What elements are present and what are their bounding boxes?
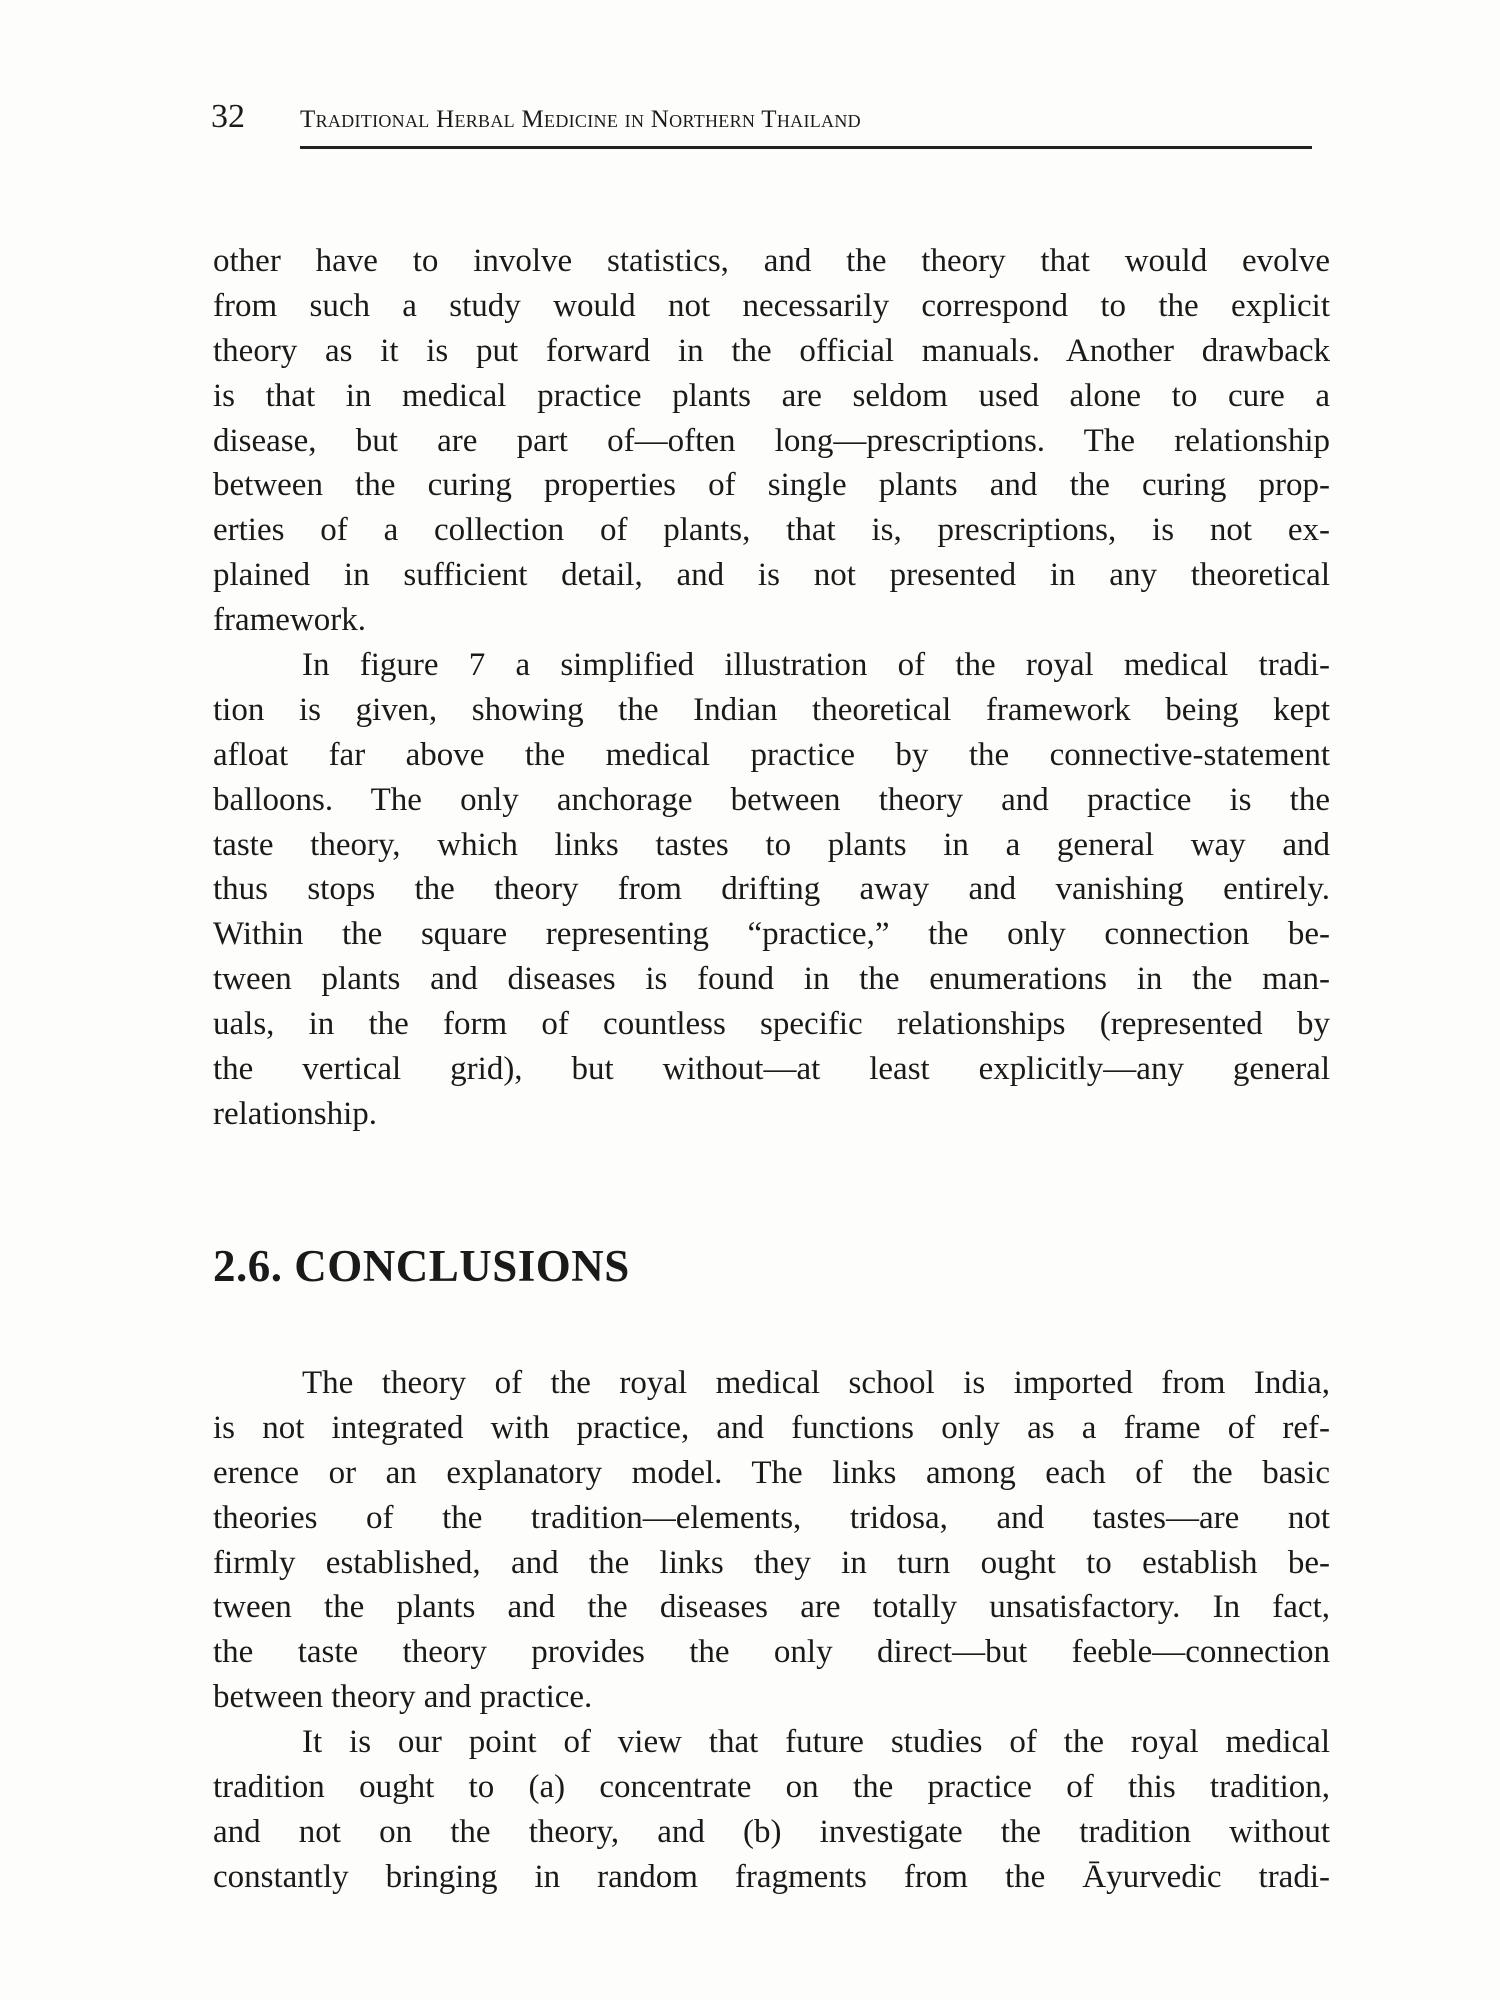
text-line: erties of a collection of plants, that is, prescriptions, is not ex- xyxy=(213,512,1330,549)
text-line: disease, but are part of—often long—prescriptions. The relationship xyxy=(213,422,1330,459)
text-line: relationship. xyxy=(213,1095,378,1132)
text-line: The theory of the royal medical school is imported from India, xyxy=(302,1365,1330,1401)
text-line: between the curing properties of single plants and the curing prop- xyxy=(213,467,1330,504)
text-line: balloons. The only anchorage between theory and practice is the xyxy=(213,781,1330,818)
text-line: the taste theory provides the only direct—but feeble—connection xyxy=(213,1634,1330,1671)
text-line: Within the square representing “practice,” the only connection be- xyxy=(213,916,1330,953)
text-line: other have to involve statistics, and the theory that would evolve xyxy=(213,243,1330,279)
text-line: from such a study would not necessarily correspond to the explicit xyxy=(213,287,1330,324)
text-line: the vertical grid), but without—at least explicitly—any general xyxy=(213,1051,1330,1088)
text-line: is not integrated with practice, and functions only as a frame of ref- xyxy=(213,1409,1330,1446)
text-line: tween plants and diseases is found in the enumerations in the man- xyxy=(213,961,1330,998)
text-line: afloat far above the medical practice by the connective-statement xyxy=(213,736,1330,773)
text-line: framework. xyxy=(213,602,367,639)
text-line: between theory and practice. xyxy=(213,1679,593,1716)
section-1-body xyxy=(213,239,1330,1137)
section-2-body xyxy=(213,1361,1330,1900)
text-line: tradition ought to (a) concentrate on the practice of this tradition, xyxy=(213,1769,1330,1806)
text-line: plained in sufficient detail, and is not presented in any theoretical xyxy=(213,557,1330,594)
text-line: constantly bringing in random fragments from the Āyurvedic tradi- xyxy=(213,1858,1330,1895)
text-line: In figure 7 a simplified illustration of the royal medical tradi- xyxy=(302,647,1330,684)
text-line: and not on the theory, and (b) investigate the tradition without xyxy=(213,1813,1330,1850)
text-line: theories of the tradition—elements, tridosa, and tastes—are not xyxy=(213,1499,1330,1536)
header-rule xyxy=(300,146,1312,149)
page-number: 32 xyxy=(211,98,245,135)
text-line: It is our point of view that future studies of the royal medical xyxy=(302,1724,1330,1761)
text-line: erence or an explanatory model. The links among each of the basic xyxy=(213,1454,1330,1491)
text-line: tion is given, showing the Indian theoretical framework being kept xyxy=(213,691,1330,728)
text-line: taste theory, which links tastes to plants in a general way and xyxy=(213,826,1330,863)
text-line: theory as it is put forward in the official manuals. Another drawback xyxy=(213,332,1330,369)
text-line: uals, in the form of countless specific relationships (represented by xyxy=(213,1006,1330,1043)
text-line: firmly established, and the links they in turn ought to establish be- xyxy=(213,1544,1330,1581)
running-title: Traditional Herbal Medicine in Northern Thailand xyxy=(300,106,861,133)
text-line: thus stops the theory from drifting away and vanishing entirely. xyxy=(213,871,1330,908)
text-line: tween the plants and the diseases are totally unsatisfactory. In fact, xyxy=(213,1589,1330,1626)
text-line: is that in medical practice plants are seldom used alone to cure a xyxy=(213,377,1330,414)
section-heading: 2.6. CONCLUSIONS xyxy=(213,1241,630,1291)
